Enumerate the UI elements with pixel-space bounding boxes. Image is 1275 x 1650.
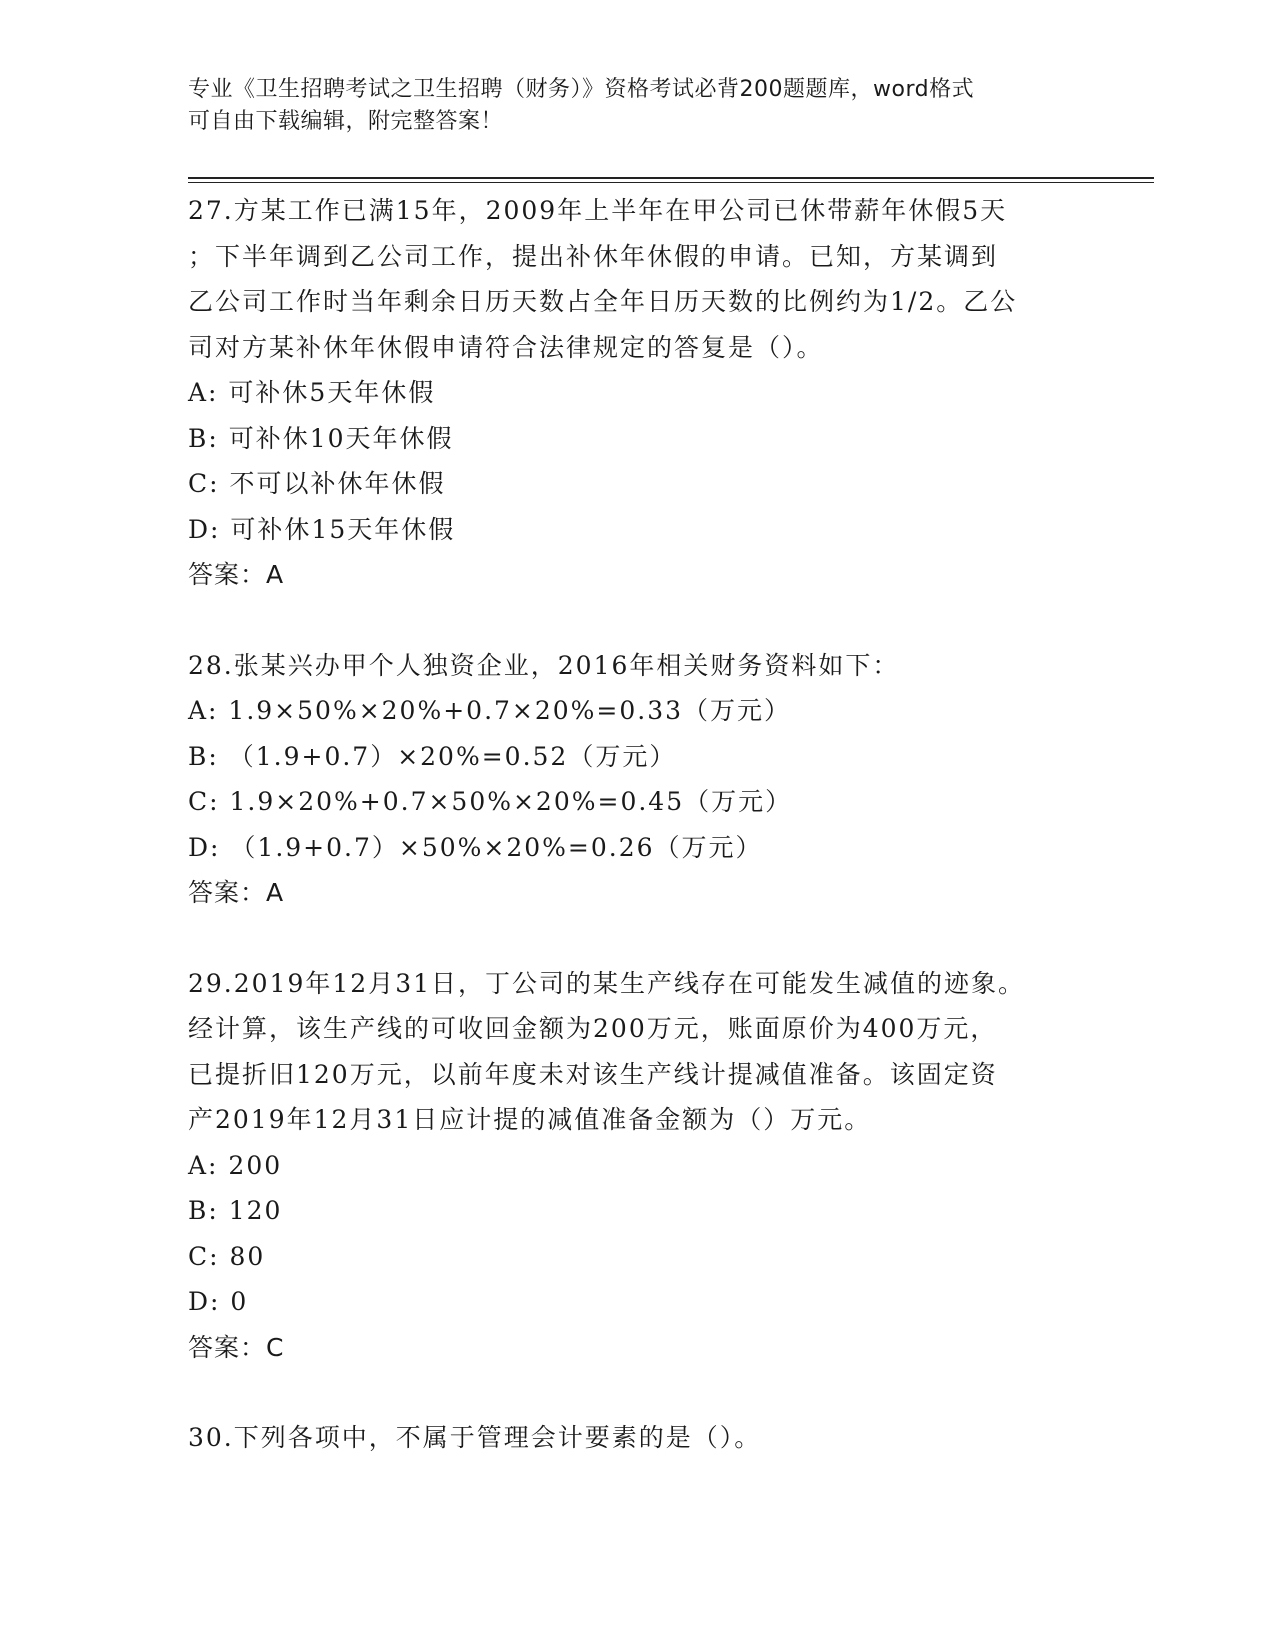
- question-text-line: 29.2019年12月31日，丁公司的某生产线存在可能发生减值的迹象。: [188, 968, 1026, 998]
- option-c: C: 1.9×20%+0.7×50%×20%=0.45（万元）: [188, 787, 793, 816]
- question-text-line: 28.张某兴办甲个人独资企业，2016年相关财务资料如下：: [188, 650, 900, 680]
- question-text-line: 已提折旧120万元，以前年度未对该生产线计提减值准备。该固定资: [188, 1059, 998, 1089]
- option-a: A: 可补休5天年休假: [188, 378, 436, 407]
- document-header: [188, 74, 1088, 138]
- header-line-2: 可自由下载编辑，附完整答案！: [188, 109, 504, 134]
- header-divider-thick: [188, 177, 1154, 179]
- question-text-line: ；下半年调到乙公司工作，提出补休年休假的申请。已知，方某调到: [188, 241, 999, 271]
- question-text-line: 27.方某工作已满15年，2009年上半年在甲公司已休带薪年休假5天: [188, 196, 1008, 225]
- header-divider-thin: [188, 182, 1154, 183]
- option-d: D: （1.9+0.7）×50%×20%=0.26（万元）: [188, 832, 763, 862]
- question-text-line: 产2019年12月31日应计提的减值准备金额为（）万元。: [188, 1105, 872, 1134]
- question-list: [188, 188, 1088, 1461]
- option-b: B: 可补休10天年休假: [188, 423, 454, 453]
- question-27: [188, 188, 1088, 598]
- question-text-line: 经计算，该生产线的可收回金额为200万元，账面原价为400万元，: [188, 1014, 998, 1043]
- option-c: C: 不可以补休年休假: [188, 469, 446, 498]
- question-spacer: [188, 1370, 1088, 1415]
- option-b: B: 120: [188, 1196, 283, 1225]
- question-28: [188, 643, 1088, 916]
- question-29: [188, 961, 1088, 1371]
- question-spacer: [188, 598, 1088, 643]
- answer: 答案：A: [188, 560, 285, 589]
- question-text-line: 乙公司工作时当年剩余日历天数占全年日历天数的比例约为1/2。乙公: [188, 287, 1018, 316]
- header-line-1: 专业《卫生招聘考试之卫生招聘（财务）》资格考试必背200题题库，word格式: [188, 77, 975, 102]
- answer: 答案：A: [188, 878, 285, 907]
- option-a: A: 1.9×50%×20%+0.7×20%=0.33（万元）: [188, 696, 792, 725]
- question-text-line: 30.下列各项中，不属于管理会计要素的是（）。: [188, 1423, 762, 1452]
- question-text-line: 司对方某补休年休假申请符合法律规定的答复是（）。: [188, 332, 824, 362]
- answer: 答案：C: [188, 1332, 285, 1362]
- option-d: D: 0: [188, 1287, 249, 1316]
- option-b: B: （1.9+0.7）×20%=0.52（万元）: [188, 741, 677, 771]
- option-c: C: 80: [188, 1241, 266, 1271]
- option-a: A: 200: [188, 1150, 283, 1180]
- question-spacer: [188, 916, 1088, 961]
- option-d: D: 可补休15天年休假: [188, 514, 456, 544]
- question-30: [188, 1415, 1088, 1461]
